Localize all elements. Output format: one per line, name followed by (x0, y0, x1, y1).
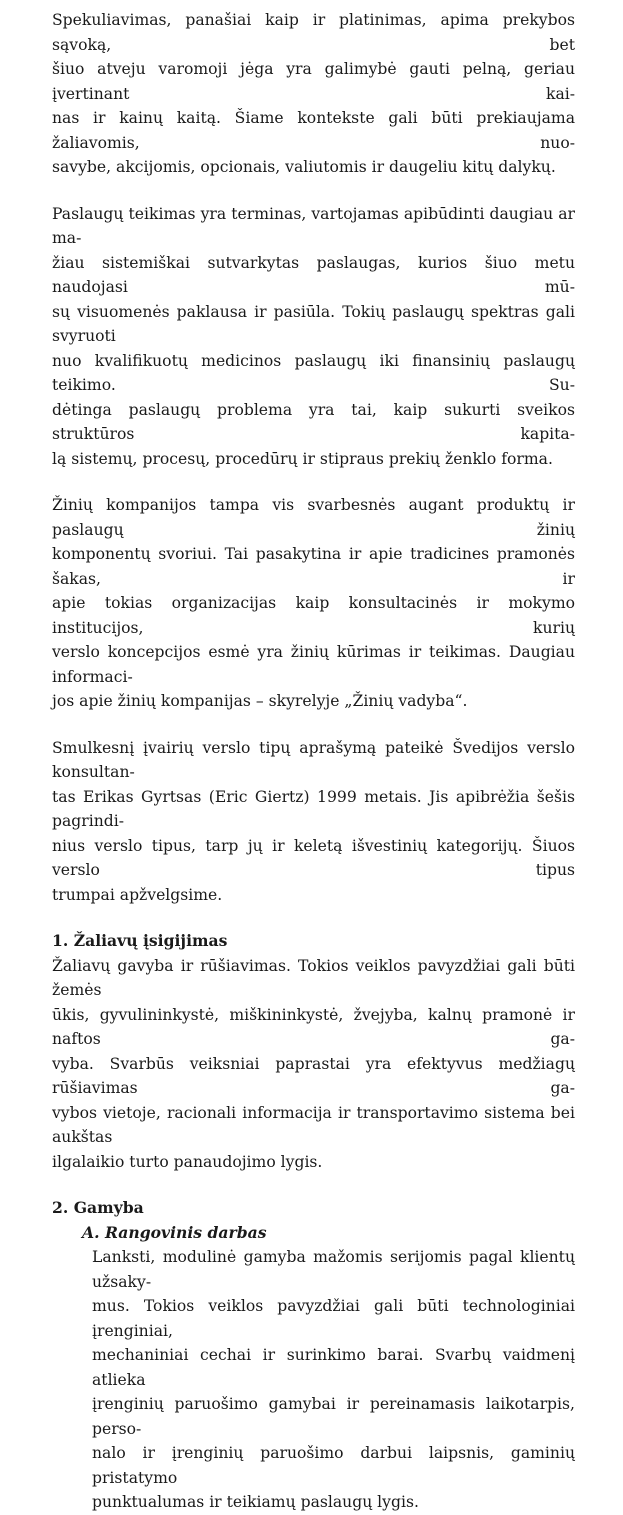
paragraph-speculation (52, 8, 575, 180)
section-heading-raw-materials: 1. Žaliavų įsigijimas (52, 931, 228, 950)
text-line: įrenginių paruošimo gamybai ir pereinamasis laikotarpis, perso- (92, 1395, 575, 1438)
text-line: sų visuomenės paklausa ir pasiūla. Tokių paslaugų spektras gali svyruoti (52, 302, 575, 345)
subsection-heading-contract-work: A. Rangovinis darbas (82, 1222, 267, 1242)
text-line: dėtinga paslaugų problema yra tai, kaip sukurti sveikos struktūros kapita- (52, 400, 575, 443)
text-line: Lanksti, modulinė gamyba mažomis serijomis pagal klientų užsaky- (92, 1248, 575, 1291)
paragraph-services (52, 202, 575, 472)
text-line: nius verslo tipus, tarp jų ir keletą išvestinių kategorijų. Šiuos verslo tipus (52, 836, 575, 879)
paragraph-contract-work (92, 1245, 575, 1515)
paragraph-raw-materials (52, 954, 575, 1175)
text-line: apie tokias organizacijas kaip konsultacinės ir mokymo institucijos, kurių (52, 594, 575, 637)
text-line: Žinių kompanijos tampa vis svarbesnės augant produktų ir paslaugų žinių (52, 496, 575, 539)
paragraph-business-types (52, 736, 575, 908)
text-line: savybe, akcijomis, opcionais, valiutomis ir daugeliu kitų dalykų. (52, 158, 556, 176)
text-line: nuo kvalifikuotų medicinos paslaugų iki finansinių paslaugų teikimo. Su- (52, 351, 575, 394)
text-line: lą sistemų, procesų, procedūrų ir stipraus prekių ženklo forma. (52, 449, 553, 468)
text-line: vyba. Svarbūs veiksniai paprastai yra efektyvus medžiagų rūšiavimas ga- (52, 1054, 575, 1097)
text-line: verslo koncepcijos esmė yra žinių kūrimas ir teikimas. Daugiau informaci- (52, 643, 575, 686)
text-line: jos apie žinių kompanijas – skyrelyje „Žinių vadyba“. (52, 692, 468, 710)
text-line: žiau sistemiškai sutvarkytas paslaugas, kurios šiuo metu naudojasi mū- (52, 253, 575, 296)
text-line: vybos vietoje, racionali informacija ir transportavimo sistema bei aukštas (52, 1103, 575, 1146)
text-line: mus. Tokios veiklos pavyzdžiai gali būti technologiniai įrenginiai, (92, 1297, 575, 1340)
section-heading-production: 2. Gamyba (52, 1198, 144, 1217)
text-line: komponentų svoriui. Tai pasakytina ir apie tradicines pramonės šakas, ir (52, 545, 575, 588)
text-line: Smulkesnį įvairių verslo tipų aprašymą pateikė Švedijos verslo konsultan- (52, 738, 575, 781)
text-line: Žaliavų gavyba ir rūšiavimas. Tokios veiklos pavyzdžiai gali būti žemės (52, 956, 575, 999)
text-line: ilgalaikio turto panaudojimo lygis. (52, 1152, 323, 1171)
text-line: nalo ir įrenginių paruošimo darbui laipsnis, gaminių pristatymo (92, 1444, 575, 1487)
text-line: mechaniniai cechai ir surinkimo barai. Svarbų vaidmenį atlieka (92, 1346, 575, 1389)
text-line: trumpai apžvelgsime. (52, 885, 223, 904)
text-line: ūkis, gyvulininkystė, miškininkystė, žvejyba, kalnų pramonė ir naftos ga- (52, 1005, 575, 1048)
text-line: Spekuliavimas, panašiai kaip ir platinimas, apima prekybos sąvoką, bet (52, 11, 575, 54)
paragraph-knowledge-companies (52, 493, 575, 714)
text-line: tas Erikas Gyrtsas (Eric Giertz) 1999 metais. Jis apibrėžia šešis pagrindi- (52, 787, 575, 830)
text-line: Paslaugų teikimas yra terminas, vartojamas apibūdinti daugiau ar ma- (52, 204, 575, 247)
text-line: nas ir kainų kaitą. Šiame kontekste gali būti prekiaujama žaliavomis, nuo- (52, 109, 575, 152)
text-line: punktualumas ir teikiamų paslaugų lygis. (92, 1493, 419, 1511)
text-line: šiuo atveju varomoji jėga yra galimybė gauti pelną, geriau įvertinant kai- (52, 60, 575, 103)
